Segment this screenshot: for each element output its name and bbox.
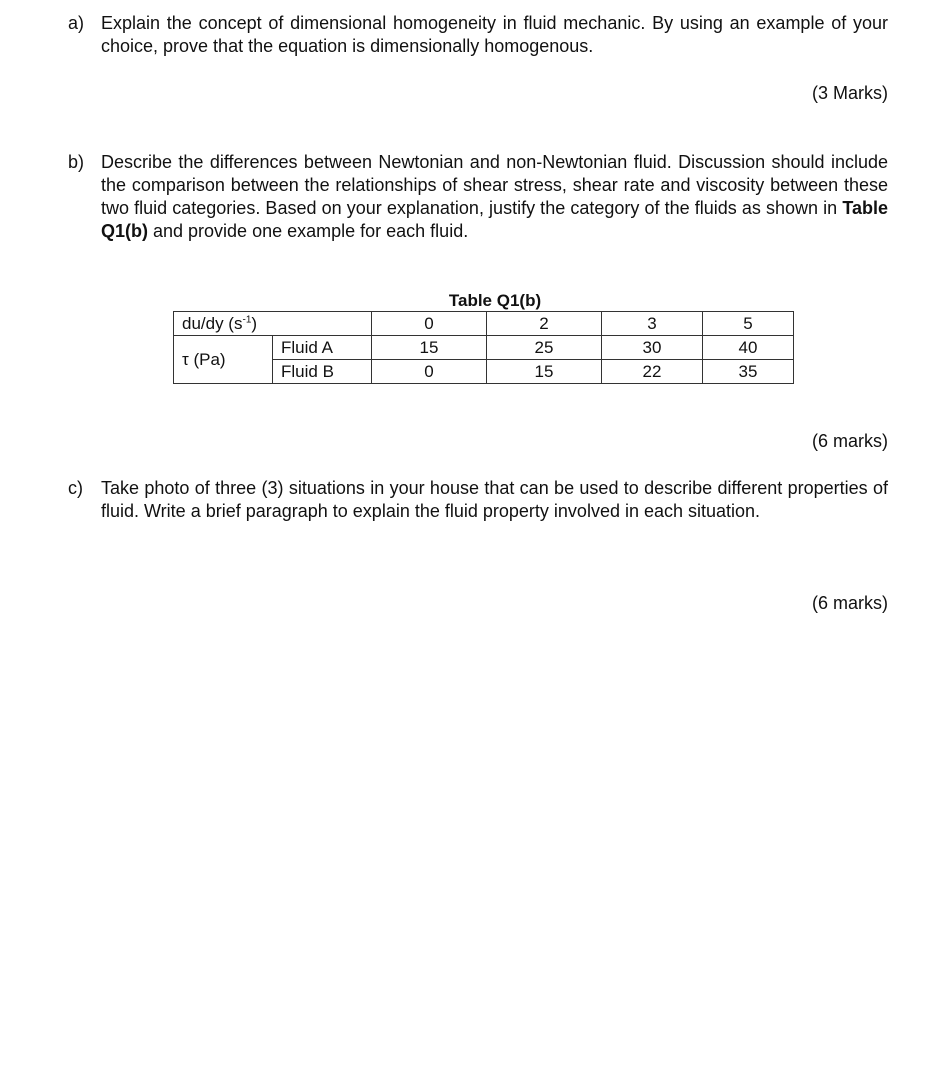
table-cell: 35: [703, 360, 794, 384]
table-row-fluid-a: [174, 336, 794, 360]
question-b-text: [101, 151, 888, 243]
question-b: [68, 151, 888, 243]
table-cell: 3: [602, 312, 703, 336]
table-row-shear-rate: [174, 312, 794, 336]
table-cell: 15: [372, 336, 487, 360]
question-b-marks: (6 marks): [812, 431, 888, 451]
table-cell: 5: [703, 312, 794, 336]
shear-rate-header-base: du/dy (s: [182, 314, 243, 333]
table-cell: 25: [487, 336, 602, 360]
question-b-text-after: and provide one example for each fluid.: [148, 221, 469, 241]
question-a-text: Explain the concept of dimensional homogeneity in fluid mechanic. By using an example of your choice, prove that the equation is dimensionally homogenous.: [101, 13, 888, 56]
table-cell: 30: [602, 336, 703, 360]
table-cell: 2: [487, 312, 602, 336]
question-a-marks: (3 Marks): [812, 83, 888, 103]
shear-rate-header: [174, 312, 372, 336]
data-table: [173, 311, 794, 384]
table-cell: 0: [372, 312, 487, 336]
tau-label: τ (Pa): [174, 336, 273, 384]
question-a: [68, 12, 888, 58]
question-c-label: c): [68, 478, 83, 498]
question-b-table-ref: Table Q1(b): [101, 198, 888, 241]
table-cell: 15: [487, 360, 602, 384]
question-b-label: b): [68, 152, 85, 172]
question-c-text: Take photo of three (3) situations in your house that can be used to describe different properties of fluid. Write a brief paragraph to explain the fluid property involved in each situation.: [101, 478, 888, 521]
shear-rate-header-sup: -1: [242, 314, 252, 326]
question-a-label: a): [68, 13, 85, 33]
question-c-marks: (6 marks): [812, 593, 888, 613]
question-b-text-before: Describe the differences between Newtonian and non-Newtonian fluid. Discussion should include the comparison between the relationships of shear stress, shear rate and viscosity between these two fluid categories. Based on your explanation, justify the category of the fluids as shown in: [101, 152, 888, 218]
fluid-name: Fluid B: [273, 360, 372, 384]
shear-rate-header-close: ): [251, 314, 258, 333]
table-cell: 40: [703, 336, 794, 360]
table-cell: 0: [372, 360, 487, 384]
table-caption: Table Q1(b): [448, 291, 542, 310]
fluid-name: Fluid A: [273, 336, 372, 360]
question-c: [68, 477, 888, 523]
table-cell: 22: [602, 360, 703, 384]
